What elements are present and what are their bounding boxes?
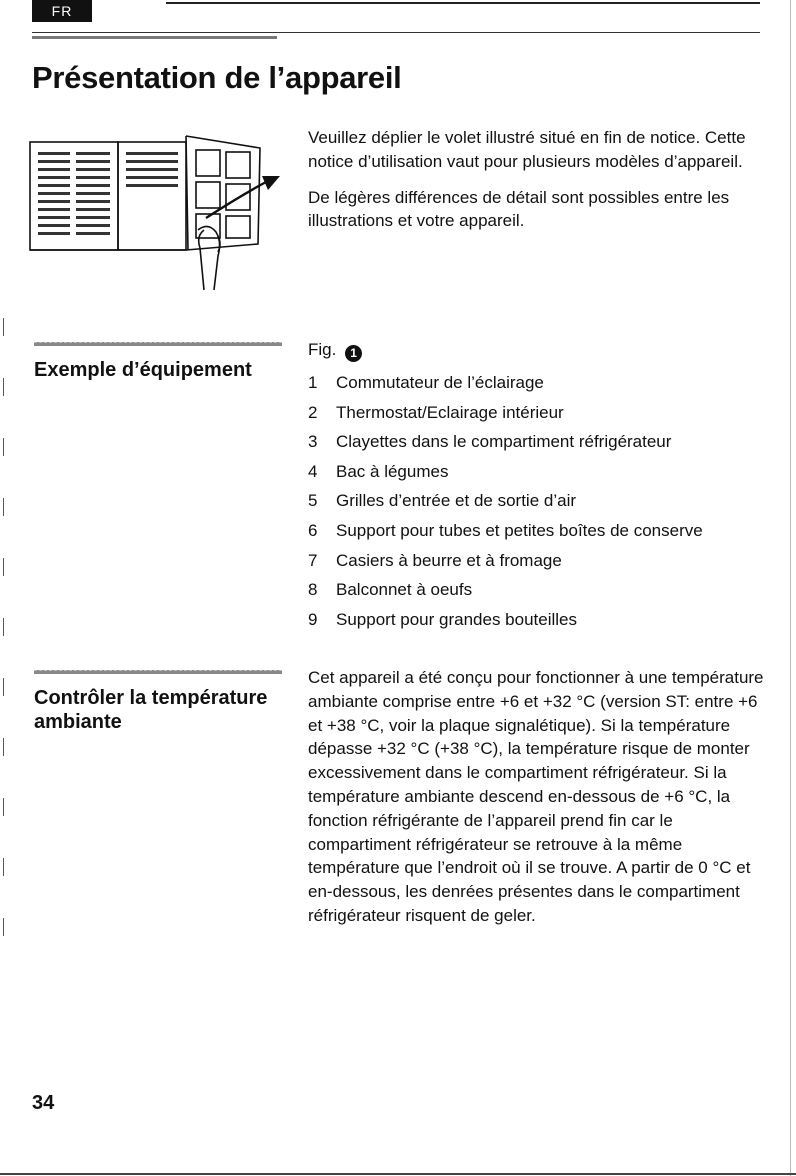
item-text: Bac à légumes (336, 461, 449, 481)
list-item (308, 521, 703, 551)
item-text: Thermostat/Eclairage intérieur (336, 402, 564, 422)
section-rule (34, 342, 282, 346)
item-number: 7 (308, 550, 318, 570)
list-item (308, 580, 703, 610)
header-rule (166, 2, 760, 4)
item-text: Grilles d’entrée et de sortie d’air (336, 491, 577, 511)
item-number: 6 (308, 520, 318, 540)
item-text: Balconnet à oeufs (336, 580, 473, 600)
list-item (308, 462, 703, 492)
page-title: Présentation de l’appareil (32, 60, 402, 95)
item-number: 5 (308, 491, 318, 511)
item-text: Support pour grandes bouteilles (336, 609, 577, 629)
ambient-text (308, 666, 770, 928)
intro-paragraph: De légères différences de détail sont possibles entre les illustrations et votre appareil. (308, 187, 730, 231)
list-item (308, 373, 703, 403)
item-text: Commutateur de l’éclairage (336, 373, 544, 392)
item-number: 8 (308, 580, 318, 600)
unfold-booklet-icon (28, 126, 286, 292)
margin-marks (3, 318, 4, 978)
item-text: Support pour tubes et petites boîtes de conserve (336, 520, 703, 540)
figure-number-badge: 1 (345, 345, 362, 362)
page-edge (790, 0, 791, 1176)
list-item (308, 551, 703, 581)
title-rule-accent (32, 36, 277, 39)
list-item (308, 403, 703, 433)
language-badge: FR (32, 0, 92, 22)
section-heading-equipment: Exemple d’équipement (34, 359, 252, 381)
list-item (308, 432, 703, 462)
item-number: 1 (308, 373, 318, 392)
section-rule (34, 670, 282, 674)
title-rule (32, 32, 760, 33)
item-number: 4 (308, 461, 318, 481)
figure-label: Fig. (308, 340, 337, 359)
page-number: 34 (32, 1092, 55, 1114)
item-text: Casiers à beurre et à fromage (336, 550, 562, 570)
item-text: Clayettes dans le compartiment réfrigérateur (336, 432, 672, 452)
figure-reference (308, 340, 362, 362)
item-number: 2 (308, 402, 318, 422)
footer-rule (0, 1173, 796, 1175)
intro-text (308, 126, 768, 245)
item-number: 3 (308, 432, 318, 452)
intro-paragraph: Veuillez déplier le volet illustré situé en fin de notice. Cette notice d’utilisation vaut pour plusieurs modèles d’appareil. (308, 128, 746, 171)
equipment-list (308, 373, 703, 639)
section-heading-ambient: Contrôler la température ambiante (34, 687, 268, 733)
list-item (308, 491, 703, 521)
ambient-paragraph: Cet appareil a été conçu pour fonctionner à une température ambiante comprise entre +6 et +32 °C (version ST: entre +6 et +38 °C, voir la plaque signalétique). Si la température dépasse +32 °C (+38 °C), la température risque de monter excessivement dans le compartiment réfrigérateur. Si la température ambiante descend en-dessous de +6 °C, la fonction réfrigérante de l’appareil prend fin car le compartiment réfrigérateur se retrouve à la même température que l’endroit où il se trouve. A partir de 0 °C et en-dessous, les denrées présentes dans le compartiment réfrigérateur risquent de geler. (308, 668, 764, 925)
list-item (308, 610, 703, 640)
item-number: 9 (308, 609, 318, 629)
